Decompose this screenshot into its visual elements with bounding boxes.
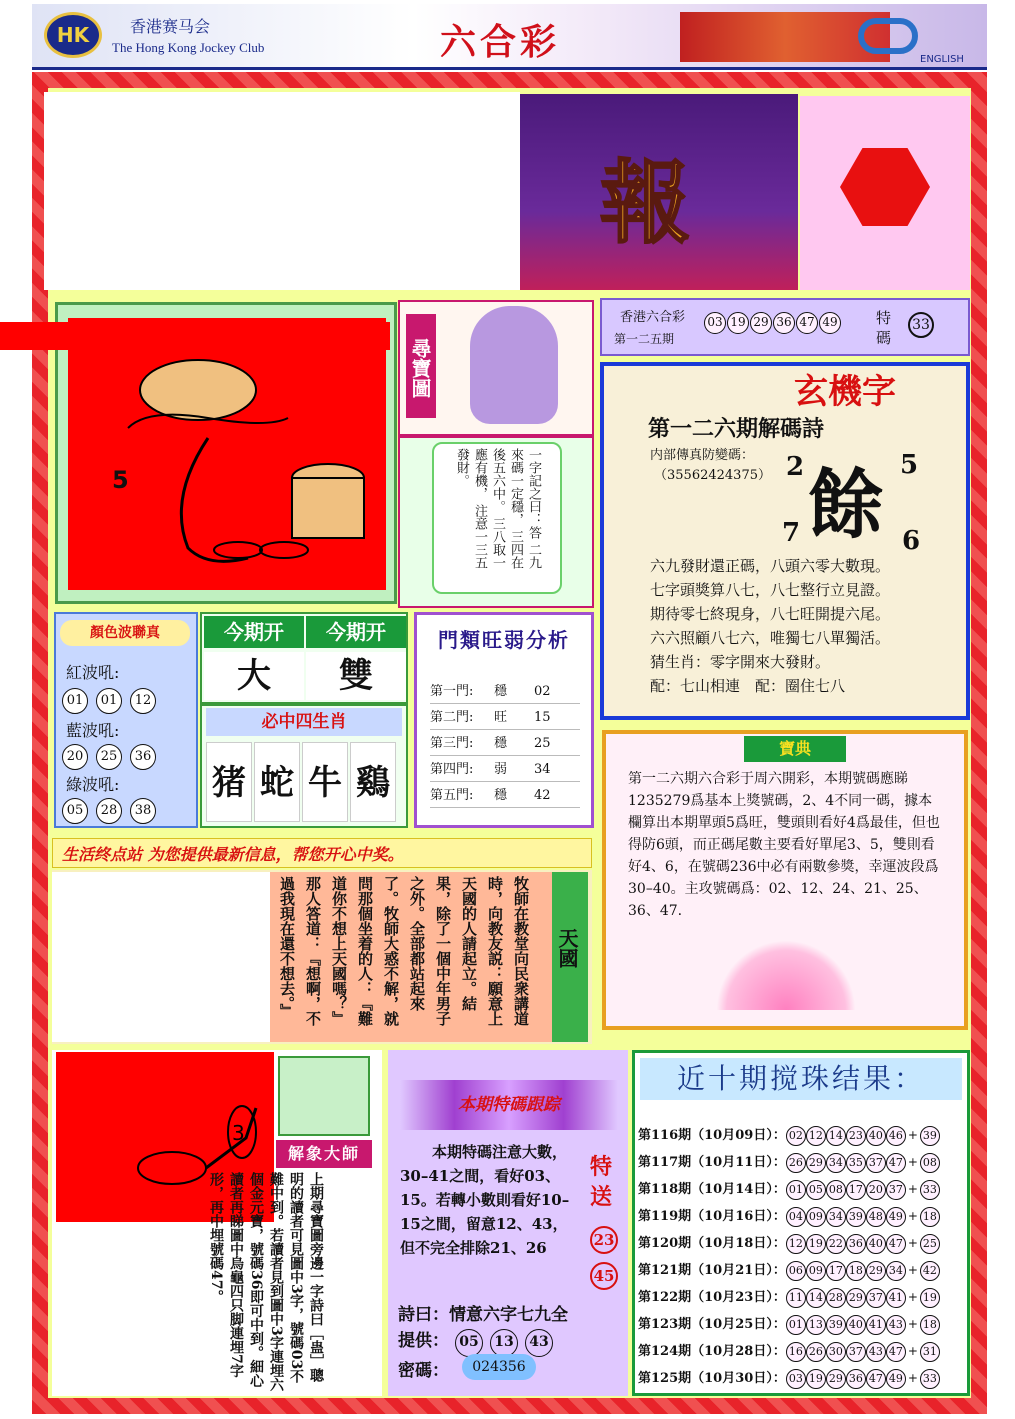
recent-result-row — [638, 1311, 968, 1338]
drawn-number: 23 — [846, 1126, 866, 1146]
result-lottery-name: 香港六合彩 — [620, 310, 686, 325]
door-number: 42 — [534, 788, 551, 803]
drawn-number: 48 — [866, 1207, 886, 1227]
provide-number: 05 — [455, 1329, 483, 1357]
door-number: 02 — [534, 684, 551, 699]
drawn-special: 31 — [920, 1342, 940, 1362]
result-number: 47 — [796, 312, 818, 334]
sponsor-name-cn: 香港赛马会 — [130, 17, 211, 36]
door-name: 第四門: — [430, 762, 474, 777]
period-label: 第122期 — [638, 1290, 692, 1305]
period-date: （10月25日）： — [691, 1317, 786, 1332]
drawn-number: 47 — [886, 1342, 906, 1362]
wave-number: 05 — [62, 798, 88, 824]
drawn-special: 42 — [920, 1261, 940, 1281]
banner-blank-area — [44, 92, 520, 290]
heaven-story-text: 牧師在教堂向民衆講道時，向教友説：願意上天國的人請起立。結果，除了一個中年男子之外。全部都站起來了。牧師大惑不解，就問那個坐着的人：『難道你不想上天國嗎？』那人答道：『想啊，不過我現在還不想去。』 — [278, 876, 530, 1026]
special-gift-label: 特送 — [590, 1154, 613, 1210]
drawn-special: 33 — [920, 1369, 940, 1389]
drawn-number: 12 — [806, 1126, 826, 1146]
period-label: 第124期 — [638, 1344, 692, 1359]
wave-number: 38 — [130, 798, 156, 824]
period-date: （10月11日）： — [691, 1155, 786, 1170]
wave-number: 12 — [130, 688, 156, 714]
drawn-number: 16 — [786, 1342, 806, 1362]
drawn-number: 40 — [866, 1234, 886, 1254]
decode-master-title: 解象大師 — [276, 1140, 372, 1168]
result-period: 第一二五期 — [614, 332, 675, 346]
logo-text: HK — [56, 23, 90, 47]
lotus-icon — [716, 940, 856, 1010]
special-gift-number: 23 — [590, 1226, 618, 1254]
drawn-number: 47 — [886, 1153, 906, 1173]
wave-number: 01 — [62, 688, 88, 714]
recent-result-row — [638, 1338, 968, 1365]
banner-character: 報 — [600, 150, 690, 256]
page-title: 六合彩 — [440, 21, 561, 63]
drawn-number: 01 — [786, 1180, 806, 1200]
period-label: 第123期 — [638, 1317, 692, 1332]
drawn-number: 36 — [846, 1369, 866, 1389]
door-name: 第一門: — [430, 684, 474, 699]
drawn-special: 33 — [920, 1180, 940, 1200]
period-label: 第120期 — [638, 1236, 692, 1251]
door-state: 旺 — [494, 710, 508, 725]
this-period-parity: 雙 — [306, 652, 406, 700]
drawn-number: 40 — [846, 1315, 866, 1335]
drawn-number: 41 — [866, 1315, 886, 1335]
mystery-character: 餘 — [808, 460, 884, 549]
plus-icon: + — [907, 1290, 918, 1304]
handshake-icon — [278, 1056, 370, 1136]
period-label: 第119期 — [638, 1209, 692, 1224]
sponsor-name-en: The Hong Kong Jockey Club — [112, 40, 265, 55]
door-row — [430, 732, 580, 756]
poem-line: 猜生肖：零字開來大發財。 — [650, 653, 831, 671]
drawn-number: 36 — [846, 1234, 866, 1254]
plus-icon: + — [907, 1263, 918, 1277]
wave-number: 01 — [96, 688, 122, 714]
recent-result-row — [638, 1203, 968, 1230]
drawn-special: 19 — [920, 1288, 940, 1308]
red-wave-numbers — [62, 688, 164, 714]
result-number: 49 — [819, 312, 841, 334]
door-row — [430, 680, 580, 704]
period-date: （10月30日）： — [691, 1371, 786, 1386]
corner-number: 2 — [786, 452, 805, 482]
drawn-number: 39 — [846, 1207, 866, 1227]
tracking-poem: 詩曰：情意六字七九全 — [398, 1305, 568, 1325]
wave-color-title: 顏色波聯真 — [60, 620, 190, 646]
period-label: 第121期 — [638, 1263, 692, 1278]
red-overlay-strip — [0, 322, 390, 350]
zodiac-animal: 蛇 — [254, 742, 300, 822]
drawn-number: 43 — [866, 1342, 886, 1362]
blue-wave-label: 藍波吼: — [66, 721, 120, 740]
door-state: 穩 — [494, 736, 508, 751]
door-analysis-title: 門類旺弱分析 — [438, 628, 570, 652]
special-number: 33 — [908, 312, 934, 338]
drawn-number: 34 — [886, 1261, 906, 1281]
recent-result-row — [638, 1149, 968, 1176]
fax-number: （3556242437​5） — [654, 468, 771, 483]
drawn-number: 37 — [866, 1288, 886, 1308]
poem-line: 配：七山相連 配：圈住七八 — [650, 677, 846, 695]
green-wave-label: 綠波吼: — [66, 775, 120, 794]
poem-subtitle: 内部傳真防變碼： — [650, 448, 755, 463]
corner-number: 5 — [900, 450, 919, 480]
period-date: （10月21日）： — [691, 1263, 786, 1278]
mystery-char-title: 玄機字 — [794, 372, 896, 412]
drawn-number: 19 — [806, 1234, 826, 1254]
blue-wave-numbers — [62, 744, 164, 770]
decode-number: 3 — [232, 1121, 245, 1145]
drawn-special: 39 — [920, 1126, 940, 1146]
plus-icon: + — [907, 1155, 918, 1169]
drawn-number: 02 — [786, 1126, 806, 1146]
period-label: 第125期 — [638, 1371, 692, 1386]
drawn-number: 17 — [826, 1261, 846, 1281]
period-label: 第118期 — [638, 1182, 692, 1197]
treasure-book-text: 第一二六期六合彩于周六開彩，本期號碼應睇1235279爲基本上獎號碼，2、4不同一碼，據本欄算出本期單頭5爲旺，雙頭則看好4爲最佳，但也得防6頭，而正碼尾數主要看好單尾3、5，雙則看好4、6，在號碼236中必有兩數參獎，幸運波段爲30–40。主攻號碼爲：02、12、24、21、25、36、47. — [628, 771, 940, 919]
life-station-text: 生活终点站 为您提供最新信息，帮您开心中奖。 — [62, 845, 404, 864]
drawn-special: 08 — [920, 1153, 940, 1173]
drawn-number: 03 — [786, 1369, 806, 1389]
secret-code-label: 密碼： — [398, 1361, 449, 1381]
drawn-number: 09 — [806, 1207, 826, 1227]
drawn-number: 09 — [806, 1261, 826, 1281]
zodiac-animal: 鷄 — [350, 742, 396, 822]
pig-mascot-icon — [470, 306, 558, 424]
special-tracking-title: 本期特碼跟踪 — [400, 1080, 618, 1130]
door-row — [430, 784, 580, 808]
result-number: 19 — [727, 312, 749, 334]
drawn-number: 17 — [846, 1180, 866, 1200]
drawn-number: 28 — [826, 1288, 846, 1308]
english-link[interactable]: ENGLISH — [920, 54, 964, 65]
drawn-number: 30 — [826, 1342, 846, 1362]
drawn-special: 25 — [920, 1234, 940, 1254]
drawn-number: 37 — [846, 1342, 866, 1362]
recent-result-row — [638, 1365, 968, 1392]
recent-result-row — [638, 1230, 968, 1257]
period-date: （10月23日）： — [691, 1290, 786, 1305]
door-state: 穩 — [494, 684, 508, 699]
drawn-special: 18 — [920, 1207, 940, 1227]
period-date: （10月14日）： — [691, 1182, 786, 1197]
drawn-number: 29 — [826, 1369, 846, 1389]
door-state: 穩 — [494, 788, 508, 803]
door-row — [430, 706, 580, 730]
treasure-book-title: 寶典 — [744, 736, 846, 762]
special-label: 特碼 — [876, 309, 892, 347]
leopard-drawing-icon — [68, 318, 386, 590]
recent-result-row — [638, 1176, 968, 1203]
drawn-number: 06 — [786, 1261, 806, 1281]
drawn-number: 18 — [846, 1261, 866, 1281]
door-name: 第三門: — [430, 736, 474, 751]
recent-result-row — [638, 1122, 968, 1149]
provide-label: 提供： — [398, 1331, 449, 1351]
poem-line: 期待零七終現身，八七旺開提六尾。 — [650, 605, 891, 623]
drawn-number: 46 — [886, 1126, 906, 1146]
door-row — [430, 758, 580, 782]
result-number: 29 — [750, 312, 772, 334]
poem-line: 七字頭獎算八七，八七整行立見證。 — [650, 581, 891, 599]
wave-number: 20 — [62, 744, 88, 770]
scroll-text: 一字記之曰：答 二九來碼一定穩， 三四在後五六中。 三八取一應有機， 注意一三五發財。 — [454, 448, 541, 570]
heaven-blank-area — [52, 872, 270, 1042]
this-period-header: 今期开 — [306, 616, 406, 648]
drawn-number: 22 — [826, 1234, 846, 1254]
corner-number: 6 — [902, 526, 921, 556]
drawn-number: 19 — [806, 1369, 826, 1389]
period-label: 第116期 — [638, 1128, 692, 1143]
drawn-number: 34 — [826, 1153, 846, 1173]
door-name: 第二門: — [430, 710, 474, 725]
period-date: （10月28日）： — [691, 1344, 786, 1359]
drawn-number: 11 — [786, 1288, 806, 1308]
special-tracking-text: 本期特碼注意大數，30–41之間，看好03、15。若轉小數則看好10–15之間，留意12、43，但不完全排除21、26 — [400, 1143, 570, 1257]
green-wave-numbers — [62, 798, 164, 824]
drawn-number: 01 — [786, 1315, 806, 1335]
heaven-label: 天國 — [552, 872, 588, 1042]
plus-icon: + — [907, 1128, 918, 1142]
this-period-header: 今期开 — [204, 616, 304, 648]
result-numbers — [704, 312, 842, 334]
period-date: （10月09日）： — [691, 1128, 786, 1143]
plus-icon: + — [907, 1209, 918, 1223]
drawn-number: 43 — [886, 1315, 906, 1335]
provide-number: 13 — [490, 1329, 518, 1357]
drawn-number: 49 — [886, 1369, 906, 1389]
provide-number: 43 — [525, 1329, 553, 1357]
poem-body — [650, 554, 950, 698]
drawn-number: 26 — [806, 1342, 826, 1362]
drawn-number: 37 — [886, 1180, 906, 1200]
corner-number: 7 — [782, 518, 801, 548]
recent-result-row — [638, 1257, 968, 1284]
drawn-number: 49 — [886, 1207, 906, 1227]
zodiac-animal: 牛 — [302, 742, 348, 822]
result-number: 03 — [704, 312, 726, 334]
drawn-number: 12 — [786, 1234, 806, 1254]
drawn-number: 13 — [806, 1315, 826, 1335]
drawn-number: 29 — [866, 1261, 886, 1281]
drawn-number: 04 — [786, 1207, 806, 1227]
door-number: 25 — [534, 736, 551, 751]
plus-icon: + — [907, 1182, 918, 1196]
jockey-club-logo[interactable] — [44, 12, 102, 58]
period-date: （10月16日）： — [691, 1209, 786, 1224]
drawn-number: 20 — [866, 1180, 886, 1200]
drawn-number: 47 — [886, 1234, 906, 1254]
drawn-number: 14 — [826, 1126, 846, 1146]
zodiac-animal: 猪 — [206, 742, 252, 822]
period-label: 第117期 — [638, 1155, 692, 1170]
door-name: 第五門: — [430, 788, 474, 803]
secret-code: 024356 — [462, 1354, 536, 1380]
drawn-special: 18 — [920, 1315, 940, 1335]
decode-master-text: 上期尋寶圖旁邊一字詩曰［蛊］聰明的讀者可見圖中3字，號碼03不難中到。若讀者見到圖中3字連埋六個金元寶，號碼36即可中到。細心讀者再睇圖中烏龜四只脚連埋7字形，再中埋號碼47。 — [208, 1172, 324, 1392]
provide-line — [398, 1326, 554, 1357]
recent-result-row — [638, 1284, 968, 1311]
wave-number: 25 — [96, 744, 122, 770]
poem-line: 六九發財還正碼，八頭六零大數現。 — [650, 557, 891, 575]
recent-results-title: 近十期搅珠结果： — [640, 1058, 962, 1100]
treasure-label: 尋寶圖 — [406, 314, 436, 418]
drawn-number: 39 — [826, 1315, 846, 1335]
drawn-number: 41 — [886, 1288, 906, 1308]
zodiac-title: 必中四生肖 — [206, 708, 402, 736]
drawn-number: 34 — [826, 1207, 846, 1227]
drawn-number: 37 — [866, 1153, 886, 1173]
rings-logo-icon[interactable] — [858, 18, 918, 54]
door-number: 15 — [534, 710, 551, 725]
special-gift-number: 45 — [590, 1262, 618, 1290]
plus-icon: + — [907, 1317, 918, 1331]
result-number: 36 — [773, 312, 795, 334]
plus-icon: + — [907, 1371, 918, 1385]
drawn-number: 26 — [786, 1153, 806, 1173]
drawn-number: 29 — [806, 1153, 826, 1173]
drawn-number: 29 — [846, 1288, 866, 1308]
poem-line: 六六照顧八七六，唯獨七八單獨活。 — [650, 629, 891, 647]
treasure-picture — [68, 318, 386, 590]
plus-icon: + — [907, 1344, 918, 1358]
drawn-number: 14 — [806, 1288, 826, 1308]
door-state: 弱 — [494, 762, 508, 777]
period-date: （10月18日）： — [691, 1236, 786, 1251]
drawn-number: 08 — [826, 1180, 846, 1200]
wave-number: 36 — [130, 744, 156, 770]
drawn-number: 47 — [866, 1369, 886, 1389]
treasure-number: 5 — [112, 466, 129, 494]
door-number: 34 — [534, 762, 551, 777]
drawn-number: 40 — [866, 1126, 886, 1146]
drawn-number: 05 — [806, 1180, 826, 1200]
wave-number: 28 — [96, 798, 122, 824]
red-wave-label: 紅波吼: — [66, 663, 120, 682]
plus-icon: + — [907, 1236, 918, 1250]
poem-title: 第一二六期解碼詩 — [648, 416, 825, 442]
drawn-number: 35 — [846, 1153, 866, 1173]
this-period-size: 大 — [204, 652, 304, 700]
